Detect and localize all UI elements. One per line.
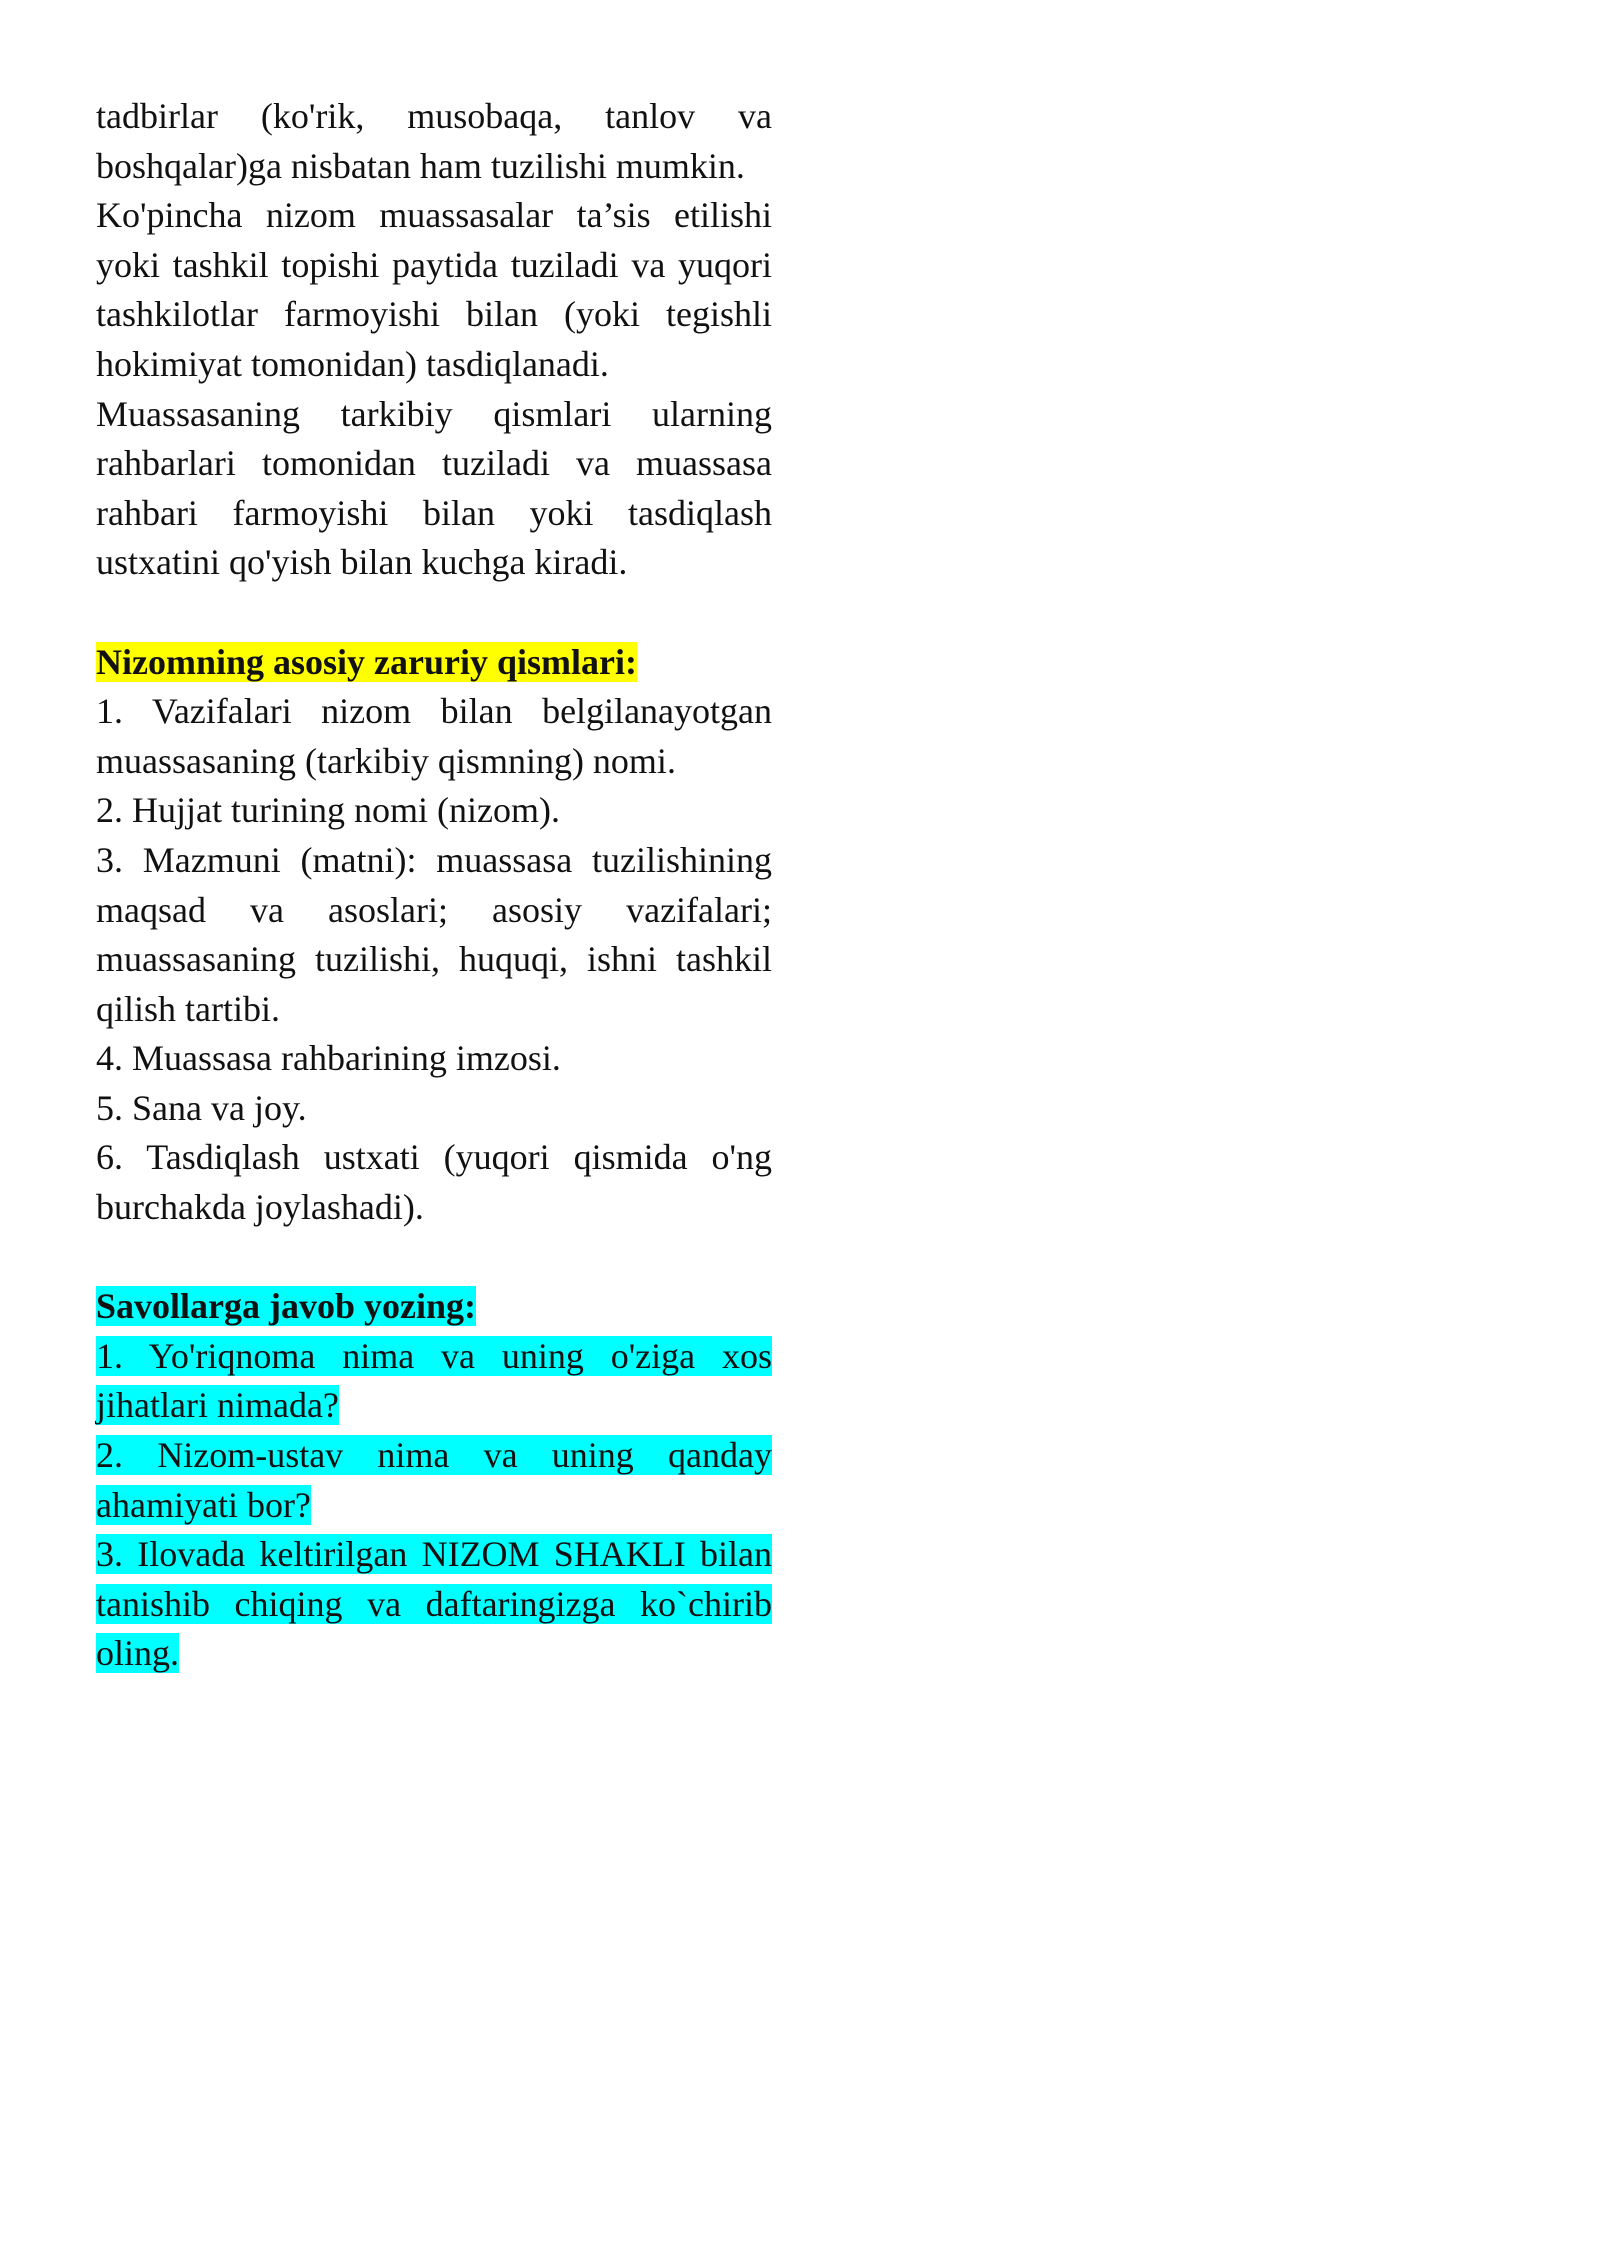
question-3: [96, 1530, 772, 1679]
document-page: [96, 92, 772, 1679]
spacer: [96, 588, 772, 638]
question-1: [96, 1332, 772, 1431]
questions-heading: [96, 1282, 772, 1332]
parts-item-2: 2. Hujjat turining nomi (nizom).: [96, 790, 560, 831]
parts-item-4: 4. Muassasa rahbarining imzosi.: [96, 1038, 561, 1079]
question-1-text: 1. Yo'riqnoma nima va uning o'ziga xos jihatlari nimada?: [96, 1335, 772, 1426]
question-2-text: 2. Nizom-ustav nima va uning qanday ahamiyati bor?: [96, 1435, 772, 1525]
question-3-text: 3. Ilovada keltirilgan NIZOM SHAKLI bilan tanishib chiqing va daftaringizga ko`chirib oling.: [96, 1534, 772, 1674]
intro-paragraph-1: tadbirlar (ko'rik, musobaqa, tanlov va boshqalar)ga nisbatan ham tuzilishi mumkin.: [96, 96, 772, 186]
questions-heading-text: Savollarga javob yozing:: [96, 1286, 477, 1327]
parts-heading-text: Nizomning asosiy zaruriy qismlari:: [96, 641, 637, 682]
parts-item-6: 6. Tasdiqlash ustxati (yuqori qismida o'ng burchakda joylashadi).: [96, 1137, 772, 1228]
parts-item-1: 1. Vazifalari nizom bilan belgilanayotgan muassasaning (tarkibiy qismning) nomi.: [96, 691, 772, 781]
parts-item-3: 3. Mazmuni (matni): muassasa tuzilishining maqsad va asoslari; asosiy vazifalari; muassasaning tuzilishi, huquqi, ishni tashkil qilish tartibi.: [96, 839, 772, 1029]
parts-item-5: 5. Sana va joy.: [96, 1087, 307, 1128]
intro-paragraph-2: Ko'pincha nizom muassasalar ta’sis etilishi yoki tashkil topishi paytida tuziladi va yuqori tashkilotlar farmoyishi bilan (yoki tegishli hokimiyat tomonidan) tasdiqlanadi.: [96, 195, 772, 384]
question-2: [96, 1431, 772, 1530]
spacer: [96, 1233, 772, 1283]
parts-heading: [96, 638, 772, 688]
intro-paragraph-3: Muassasaning tarkibiy qismlari ularning rahbarlari tomonidan tuziladi va muassasa rahbari farmoyishi bilan yoki tasdiqlash ustxatini qo'yish bilan kuchga kiradi.: [96, 393, 772, 583]
